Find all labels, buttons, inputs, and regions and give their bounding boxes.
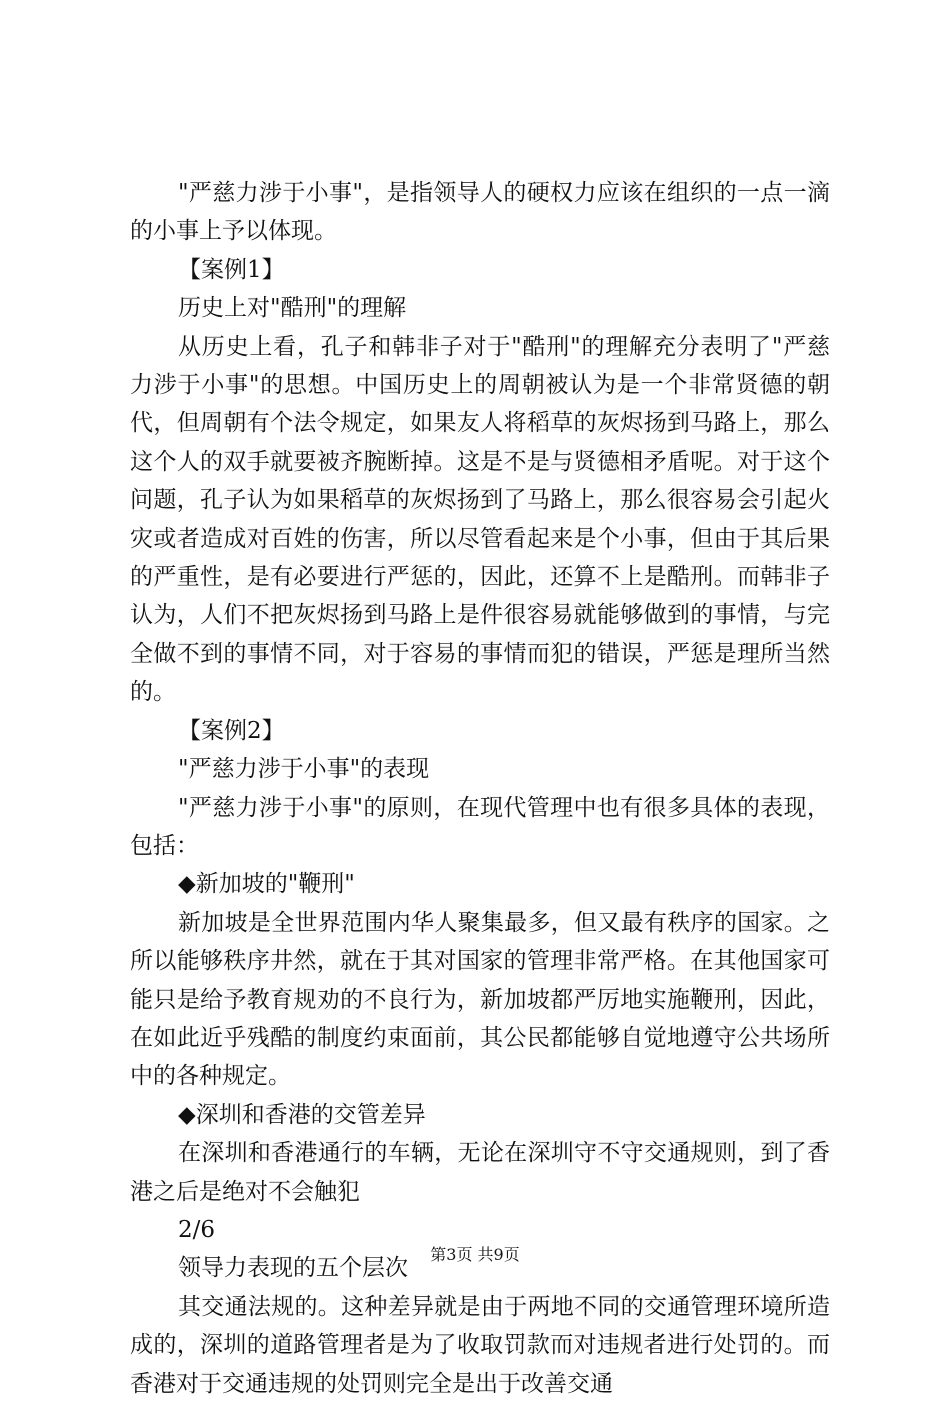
bullet-singapore: ◆新加坡的"鞭刑" xyxy=(178,871,355,898)
bullet-shenzhen-hongkong: ◆深圳和香港的交管差异 xyxy=(178,1101,426,1128)
paragraph-singapore: 新加坡是全世界范围内华人聚集最多，但又最有秩序的国家。之所以能够秩序井然，就在于其对国家的管理非常严格。在其他国家可能只是给予教育规劝的不良行为，新加坡都严厉地实施鞭刑，因此，在如此近乎残酷的制度约束面前，其公民都能够自觉地遵守公共场所中的各种规定。 xyxy=(130,909,830,1090)
running-title: 领导力表现的五个层次 xyxy=(178,1255,408,1282)
case-title-2: "严慈力涉于小事"的表现 xyxy=(178,756,430,783)
page-footer: 第3页 共9页 xyxy=(430,1245,520,1264)
paragraph-definition: "严慈力涉于小事"，是指领导人的硬权力应该在组织的一点一滴的小事上予以体现。 xyxy=(130,180,830,245)
paragraph-traffic-continued: 其交通法规的。这种差异就是由于两地不同的交通管理环境所造成的，深圳的道路管理者是为了收取罚款而对违规者进行处罚的。而香港对于交通违规的处罚则完全是出于改善交通 xyxy=(130,1293,830,1397)
paragraph-history: 从历史上看，孔子和韩非子对于"酷刑"的理解充分表明了"严慈力涉于小事"的思想。中国历史上的周朝被认为是一个非常贤德的朝代，但周朝有个法令规定，如果友人将稻草的灰烬扬到马路上，那么这个人的双手就要被齐腕断掉。这是不是与贤德相矛盾呢。对于这个问题，孔子认为如果稻草的灰烬扬到了马路上，那么很容易会引起火灾或者造成对百姓的伤害，所以尽管看起来是个小事，但由于其后果的严重性，是有必要进行严惩的，因此，还算不上是酷刑。而韩非子认为，人们不把灰烬扬到马路上是件很容易就能够做到的事情，与完全做不到的事情不同，对于容易的事情而犯的错误，严惩是理所当然的。 xyxy=(130,333,830,706)
document-body xyxy=(130,174,830,1403)
case-title-1: 历史上对"酷刑"的理解 xyxy=(178,295,407,322)
case-heading-1: 【案例1】 xyxy=(178,256,285,283)
case-heading-2: 【案例2】 xyxy=(178,717,285,744)
paragraph-traffic: 在深圳和香港通行的车辆，无论在深圳守不守交通规则，到了香港之后是绝对不会触犯 xyxy=(130,1140,830,1205)
page-marker: 2/6 xyxy=(178,1216,216,1243)
paragraph-principle: "严慈力涉于小事"的原则，在现代管理中也有很多具体的表现，包括： xyxy=(130,794,830,859)
